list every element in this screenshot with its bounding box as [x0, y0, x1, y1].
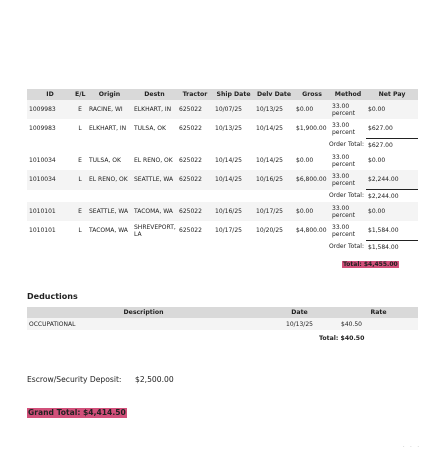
table-row: [27, 170, 418, 190]
escrow-line: [27, 375, 174, 384]
cell-origin: RACINE, WI: [87, 100, 132, 119]
cell-id: 1009983: [29, 125, 56, 133]
cell-net-pay: $0.00: [366, 100, 418, 119]
cell-gross: $0.00: [294, 100, 330, 119]
table-row: [27, 151, 418, 170]
cell-ship-date: 10/14/25: [215, 157, 242, 164]
col-header-ship-date: Ship Date: [213, 89, 254, 100]
cell-gross: $4,800.00: [296, 227, 327, 235]
cell-el: E: [73, 100, 87, 119]
cell-id: 1010034: [29, 157, 56, 164]
cell-ship-date: 10/14/25: [213, 170, 254, 190]
deductions-heading: Deductions: [27, 292, 78, 301]
table-row: [27, 221, 418, 241]
cell-tractor: 625022: [177, 202, 213, 221]
cell-delv-date: 10/20/25: [256, 227, 283, 235]
order-total-value: $2,244.00: [366, 190, 418, 203]
cell-delv-date: 10/13/25: [254, 100, 294, 119]
cell-tractor: 625022: [179, 227, 202, 235]
cell-el: L: [78, 227, 82, 235]
cell-origin: SEATTLE, WA: [87, 202, 132, 221]
table-row: [27, 119, 418, 139]
cell-method: 33.00 percent: [330, 202, 366, 221]
escrow-amount: $2,500.00: [135, 375, 174, 384]
col-header-el: E/L: [75, 91, 86, 98]
col-header-destn: Destn: [132, 89, 177, 100]
col-header-date: Date: [260, 307, 339, 318]
deduction-row: [27, 318, 418, 330]
cell-method: 33.00 percent: [330, 100, 366, 119]
cell-delv-date: 10/14/25: [256, 157, 283, 164]
loads-total: Total: $4,455.00: [343, 261, 398, 268]
col-header-id: ID: [27, 89, 73, 100]
cell-delv-date: 10/17/25: [254, 202, 294, 221]
order-total-label: Order Total:: [27, 241, 366, 254]
cell-origin: ELKHART, IN: [89, 125, 127, 133]
order-total-value: $627.00: [366, 139, 418, 152]
cell-ship-date: 10/07/25: [213, 100, 254, 119]
cell-method: 33.00 percent: [332, 121, 355, 136]
order-total-value: $1,584.00: [366, 241, 418, 254]
cell-rate: $40.50: [339, 318, 418, 330]
cell-el: E: [73, 202, 87, 221]
loads-header-row: [27, 89, 418, 100]
cell-date: 10/13/25: [260, 318, 339, 330]
cell-ship-date: 10/13/25: [215, 125, 242, 133]
cell-id: 1010101: [27, 202, 73, 221]
cell-id: 1010034: [27, 170, 73, 190]
cell-origin: EL RENO, OK: [87, 170, 132, 190]
deductions-table: [27, 307, 418, 330]
order-total-label: Order Total:: [27, 139, 366, 152]
cell-tractor: 625022: [177, 100, 213, 119]
loads-table-container: [27, 89, 418, 253]
cell-tractor: 625022: [179, 125, 202, 133]
cell-gross: $1,900.00: [296, 125, 327, 133]
cell-gross: $0.00: [294, 202, 330, 221]
cell-tractor: 625022: [179, 157, 202, 164]
col-header-delv-date: Delv Date: [254, 89, 294, 100]
cell-el: L: [78, 125, 82, 133]
cell-destn: EL RENO, OK: [134, 157, 173, 164]
order-total-row: [27, 139, 418, 152]
deductions-table-container: [27, 307, 418, 330]
cell-delv-date: 10/14/25: [256, 125, 283, 133]
cell-net-pay: $627.00: [368, 125, 393, 132]
cell-net-pay: $0.00: [368, 157, 386, 164]
cell-origin: TACOMA, WA: [89, 227, 128, 235]
col-header-description: Description: [27, 307, 260, 318]
cell-id: 1009983: [27, 100, 73, 119]
cell-gross: $6,800.00: [294, 170, 330, 190]
cell-destn: SHREVEPORT, LA: [134, 223, 176, 238]
cell-description: OCCUPATIONAL: [27, 318, 260, 330]
col-header-gross: Gross: [294, 89, 330, 100]
cell-net-pay: $0.00: [366, 202, 418, 221]
col-header-rate: Rate: [339, 307, 418, 318]
cell-net-pay: $1,584.00: [368, 227, 399, 234]
cell-method: 33.00 percent: [332, 223, 355, 238]
col-header-origin: Origin: [87, 89, 132, 100]
cell-id: 1010101: [29, 227, 56, 235]
cell-ship-date: 10/17/25: [215, 227, 242, 235]
order-total-row: [27, 190, 418, 203]
order-total-label: Order Total:: [27, 190, 366, 203]
loads-table: [27, 89, 418, 253]
cell-el: E: [78, 157, 82, 164]
deductions-header-row: [27, 307, 418, 318]
cell-ship-date: 10/16/25: [213, 202, 254, 221]
table-row: [27, 100, 418, 119]
cell-destn: TULSA, OK: [134, 125, 166, 133]
cell-net-pay: $2,244.00: [366, 170, 418, 190]
page-dots-decoration: · · ·: [403, 444, 421, 450]
cell-method: 33.00 percent: [330, 170, 366, 190]
cell-method: 33.00 percent: [332, 153, 355, 168]
grand-total: Grand Total: $4,414.50: [28, 408, 126, 417]
cell-destn: SEATTLE, WA: [132, 170, 177, 190]
cell-gross: $0.00: [296, 157, 314, 164]
table-row: [27, 202, 418, 221]
cell-delv-date: 10/16/25: [254, 170, 294, 190]
cell-destn: TACOMA, WA: [132, 202, 177, 221]
col-header-net-pay: Net Pay: [366, 89, 418, 100]
cell-tractor: 625022: [177, 170, 213, 190]
order-total-row: [27, 241, 418, 254]
col-header-method: Method: [330, 89, 366, 100]
deductions-total: Total: $40.50: [319, 335, 365, 342]
cell-origin: TULSA, OK: [89, 157, 121, 164]
col-header-tractor: Tractor: [177, 89, 213, 100]
cell-el: L: [73, 170, 87, 190]
cell-destn: ELKHART, IN: [132, 100, 177, 119]
escrow-label: Escrow/Security Deposit:: [27, 375, 122, 384]
